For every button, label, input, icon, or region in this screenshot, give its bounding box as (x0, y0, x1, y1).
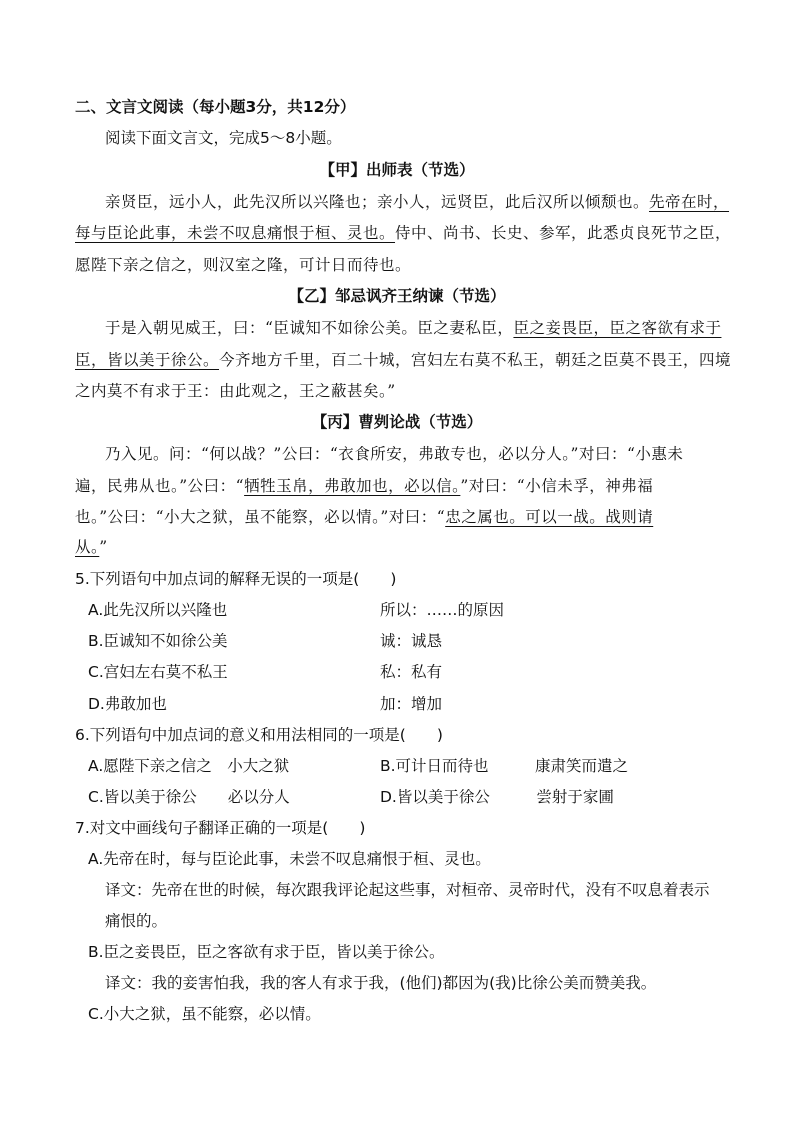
passage-b-title: 【乙】邹忌讽齐王纳谏（节选） (288, 287, 506, 305)
q6-option-c: C.皆以美于徐公 必以分人 (88, 788, 290, 806)
question-5-stem: 5.下列语句中加点词的解释无误的一项是( ) (75, 570, 397, 588)
q5-gloss-c: 私：私有 (380, 663, 443, 681)
passage-c-line-2 (75, 476, 653, 496)
q7-option-c: C.小大之狱，虽不能察，必以情。 (88, 1005, 321, 1023)
passage-a-underlined: 先帝在时， (649, 193, 730, 211)
passage-b-text: 于是入朝见威王，曰：“臣诚知不如徐公美。臣之妻私臣， (105, 319, 514, 337)
section-instruction: 阅读下面文言文，完成5～8小题。 (105, 129, 342, 147)
passage-a-line-1 (105, 192, 729, 212)
passage-a-underlined: 每与臣论此事，未尝不叹息痛恨于桓、灵也。 (75, 224, 396, 242)
q7-option-a-translation-cont: 痛恨的。 (105, 912, 168, 930)
q5-gloss-b: 诚：诚恳 (380, 632, 443, 650)
passage-c-underlined: 从。 (75, 538, 100, 556)
q6-option-a: A.愿陛下亲之信之 小大之狱 (88, 757, 290, 775)
passage-c-line-1: 乃入见。问：“何以战？”公曰：“衣食所安，弗敢专也，必以分人。”对曰：“小惠未 (105, 445, 684, 463)
passage-a-line-2 (75, 223, 731, 243)
passage-c-underlined: 牺牲玉帛，弗敢加也，必以信。 (244, 477, 461, 495)
passage-a-line-3: 愿陛下亲之信之，则汉室之隆，可计日而待也。 (75, 256, 412, 274)
q7-option-b: B.臣之妾畏臣，臣之客欲有求于臣，皆以美于徐公。 (88, 943, 445, 961)
q6-option-d: D.皆以美于徐公 尝射于家圃 (380, 788, 614, 806)
passage-c-text: 遍，民弗从也。”公曰：“ (75, 477, 245, 495)
q5-option-b: B.臣诚知不如徐公美 (88, 632, 228, 650)
passage-b-line-3: 之内莫不有求于王：由此观之，王之蔽甚矣。” (75, 382, 396, 400)
q5-gloss-a: 所以：……的原因 (380, 601, 505, 619)
q7-option-a-translation: 译文：先帝在世的时候，每次跟我评论起这些事，对桓帝、灵帝时代，没有不叹息着表示 (105, 881, 710, 899)
passage-a-text: 侍中、尚书、长史、参军，此悉贞良死节之臣， (395, 224, 732, 242)
passage-b-text: 今齐地方千里，百二十城，宫妇左右莫不私王，朝廷之臣莫不畏王，四境 (219, 351, 732, 369)
q7-option-a: A.先帝在时，每与臣论此事，未尝不叹息痛恨于桓、灵也。 (88, 850, 491, 868)
section-title: 二、文言文阅读（每小题3分，共12分） (75, 98, 356, 116)
passage-b-underlined: 臣，皆以美于徐公。 (75, 351, 220, 369)
passage-b-line-1 (105, 318, 721, 338)
passage-c-underlined: 忠之属也。可以一战。战则请 (445, 508, 654, 526)
q6-option-b: B.可计日而待也 康肃笑而遣之 (380, 757, 629, 775)
passage-a-title: 【甲】出师表（节选） (319, 161, 475, 179)
q5-option-c: C.宫妇左右莫不私王 (88, 663, 228, 681)
passage-b-underlined: 臣之妾畏臣，臣之客欲有求于 (513, 319, 722, 337)
passage-c-line-4 (75, 537, 108, 557)
question-6-stem: 6.下列语句中加点词的意义和用法相同的一项是( ) (75, 726, 443, 744)
passage-c-text: ” (99, 538, 108, 556)
q5-option-a: A.此先汉所以兴隆也 (88, 601, 228, 619)
passage-a-text: 亲贤臣，远小人，此先汉所以兴隆也；亲小人，远贤臣，此后汉所以倾颓也。 (105, 193, 650, 211)
question-7-stem: 7.对文中画线句子翻译正确的一项是( ) (75, 819, 366, 837)
passage-c-text: 也。”公曰：“小大之狱，虽不能察，必以情。”对曰：“ (75, 508, 446, 526)
q7-option-b-translation: 译文：我的妾害怕我，我的客人有求于我，(他们)都因为(我)比徐公美而赞美我。 (105, 974, 657, 992)
passage-c-text: ”对曰：“小信未孚，神弗福 (460, 477, 654, 495)
passage-c-line-3 (75, 507, 653, 527)
passage-c-title: 【丙】曹刿论战（节选） (311, 413, 483, 431)
passage-b-line-2 (75, 350, 731, 370)
q5-gloss-d: 加：增加 (380, 695, 443, 713)
q5-option-d: D.弗敢加也 (88, 695, 167, 713)
